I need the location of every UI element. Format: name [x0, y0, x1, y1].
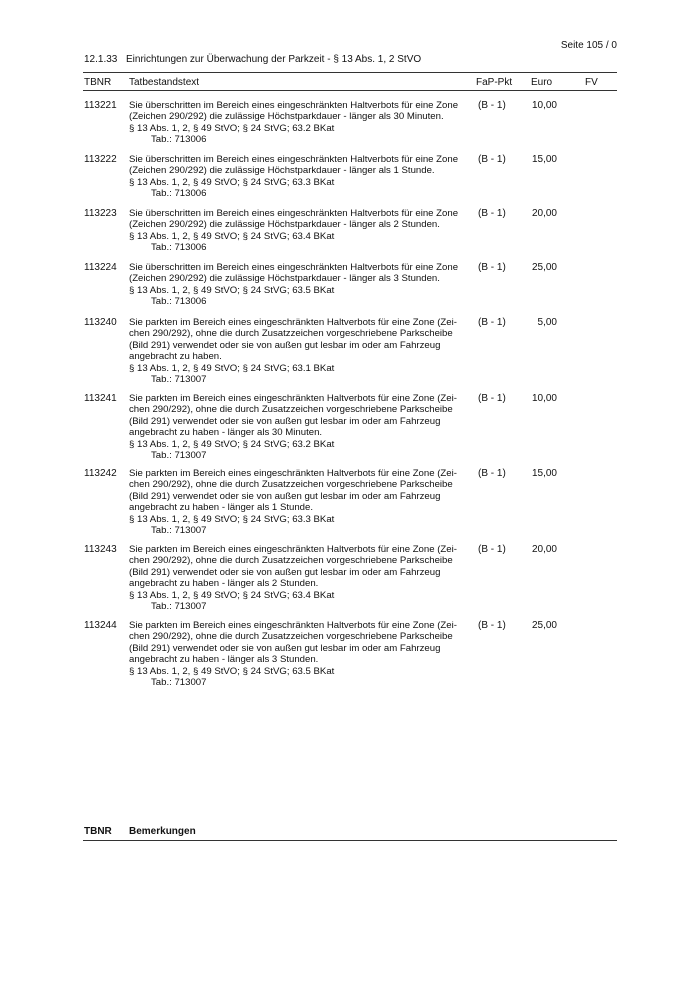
offense-text-line: angebracht zu haben - länger als 30 Minuten. — [129, 427, 323, 439]
offense-text-cell — [129, 393, 469, 461]
euro-cell: 25,00 — [531, 262, 557, 273]
offense-text-cell — [129, 262, 469, 308]
offense-text-line: Sie parkten im Bereich eines eingeschränkten Haltverbots für eine Zone (Zei- — [129, 620, 457, 631]
euro-cell: 15,00 — [531, 468, 557, 479]
offense-text-line: (Bild 291) verwendet oder sie von außen gut lesbar im oder am Fahrzeug — [129, 642, 441, 654]
remarks-rule — [83, 840, 617, 841]
offense-text-line: chen 290/292), ohne die durch Zusatzzeichen vorgeschriebene Parkscheibe — [129, 631, 453, 643]
offense-text-cell — [129, 208, 469, 254]
offense-text-cell — [129, 100, 469, 146]
tbnr-cell: 113244 — [84, 620, 117, 631]
offense-text-line: chen 290/292), ohne die durch Zusatzzeichen vorgeschriebene Parkscheibe — [129, 328, 453, 340]
tbnr-cell: 113221 — [84, 100, 117, 111]
tab-reference: Tab.: 713007 — [151, 450, 207, 462]
page-number: Seite 105 / 0 — [560, 40, 617, 51]
offense-text-line: (Zeichen 290/292) die zulässige Höchstparkdauer - länger als 30 Minuten. — [129, 111, 444, 123]
tbnr-cell: 113240 — [84, 317, 117, 328]
euro-cell: 10,00 — [531, 100, 557, 111]
fap-pkt-cell: (B - 1) — [478, 468, 506, 479]
offense-text-line: angebracht zu haben - länger als 3 Stunden. — [129, 654, 319, 666]
offense-text-line: angebracht zu haben - länger als 2 Stunden. — [129, 578, 319, 590]
fap-pkt-cell: (B - 1) — [478, 100, 506, 111]
euro-cell: 15,00 — [531, 154, 557, 165]
remarks-tbnr: TBNR — [84, 826, 112, 837]
offense-text-line: Sie überschritten im Bereich eines eingeschränkten Haltverbots für eine Zone — [129, 154, 459, 165]
fap-pkt-cell: (B - 1) — [478, 208, 506, 219]
offense-text-line: chen 290/292), ohne die durch Zusatzzeichen vorgeschriebene Parkscheibe — [129, 404, 453, 416]
euro-cell: 20,00 — [531, 544, 557, 555]
tbnr-cell: 113243 — [84, 544, 117, 555]
section-title: Einrichtungen zur Überwachung der Parkzeit - § 13 Abs. 1, 2 StVO — [126, 54, 422, 65]
euro-cell: 25,00 — [531, 620, 557, 631]
offense-text-line: § 13 Abs. 1, 2, § 49 StVO; § 24 StVG; 63.2 BKat — [129, 438, 335, 450]
euro-cell: 5,00 — [537, 317, 557, 328]
offense-text-line: § 13 Abs. 1, 2, § 49 StVO; § 24 StVG; 63.4 BKat — [129, 589, 335, 601]
tbnr-cell: 113223 — [84, 208, 117, 219]
tab-reference: Tab.: 713007 — [151, 677, 207, 689]
offense-text-line: chen 290/292), ohne die durch Zusatzzeichen vorgeschriebene Parkscheibe — [129, 479, 453, 491]
offense-text-line: angebracht zu haben - länger als 1 Stunde. — [129, 502, 314, 514]
tab-reference: Tab.: 713006 — [151, 188, 207, 200]
offense-text-line: (Zeichen 290/292) die zulässige Höchstparkdauer - länger als 2 Stunden. — [129, 219, 440, 231]
offense-text-line: Sie parkten im Bereich eines eingeschränkten Haltverbots für eine Zone (Zei- — [129, 317, 457, 328]
euro-cell: 10,00 — [531, 393, 557, 404]
remarks-title: Bemerkungen — [129, 826, 196, 837]
header-text: Tatbestandstext — [129, 77, 200, 88]
offense-text-line: (Bild 291) verwendet oder sie von außen gut lesbar im oder am Fahrzeug — [129, 415, 441, 427]
offense-text-line: § 13 Abs. 1, 2, § 49 StVO; § 24 StVG; 63.1 BKat — [129, 362, 335, 374]
tab-reference: Tab.: 713007 — [151, 374, 207, 386]
offense-text-line: Sie parkten im Bereich eines eingeschränkten Haltverbots für eine Zone (Zei- — [129, 468, 457, 479]
tbnr-cell: 113222 — [84, 154, 117, 165]
section-heading — [84, 54, 421, 65]
tab-reference: Tab.: 713007 — [151, 601, 207, 613]
offense-text-line: Sie überschritten im Bereich eines eingeschränkten Haltverbots für eine Zone — [129, 208, 459, 219]
tab-reference: Tab.: 713007 — [151, 525, 207, 537]
offense-text-line: (Bild 291) verwendet oder sie von außen gut lesbar im oder am Fahrzeug — [129, 566, 441, 578]
offense-text-line: (Bild 291) verwendet oder sie von außen gut lesbar im oder am Fahrzeug — [129, 339, 441, 351]
header-tbnr: TBNR — [84, 77, 112, 88]
offense-text-line: § 13 Abs. 1, 2, § 49 StVO; § 24 StVG; 63.5 BKat — [129, 284, 335, 296]
table-header-top-rule — [83, 72, 617, 73]
offense-text-line: § 13 Abs. 1, 2, § 49 StVO; § 24 StVG; 63.3 BKat — [129, 176, 335, 188]
fap-pkt-cell: (B - 1) — [478, 262, 506, 273]
header-fv: FV — [585, 77, 598, 88]
table-header-bottom-rule — [83, 90, 617, 91]
offense-text-line: (Zeichen 290/292) die zulässige Höchstparkdauer - länger als 1 Stunde. — [129, 165, 435, 177]
offense-text-line: Sie parkten im Bereich eines eingeschränkten Haltverbots für eine Zone (Zei- — [129, 393, 457, 404]
offense-text-line: Sie überschritten im Bereich eines eingeschränkten Haltverbots für eine Zone — [129, 262, 459, 273]
offense-text-line: chen 290/292), ohne die durch Zusatzzeichen vorgeschriebene Parkscheibe — [129, 555, 453, 567]
tab-reference: Tab.: 713006 — [151, 134, 207, 146]
offense-text-cell — [129, 620, 469, 688]
offense-text-line: Sie parkten im Bereich eines eingeschränkten Haltverbots für eine Zone (Zei- — [129, 544, 457, 555]
header-euro: Euro — [531, 77, 553, 88]
euro-cell: 20,00 — [531, 208, 557, 219]
fap-pkt-cell: (B - 1) — [478, 544, 506, 555]
tab-reference: Tab.: 713006 — [151, 296, 207, 308]
offense-text-cell — [129, 468, 469, 536]
tbnr-cell: 113242 — [84, 468, 117, 479]
offense-text-line: § 13 Abs. 1, 2, § 49 StVO; § 24 StVG; 63.4 BKat — [129, 230, 335, 242]
offense-text-line: Sie überschritten im Bereich eines eingeschränkten Haltverbots für eine Zone — [129, 100, 459, 111]
offense-text-line: § 13 Abs. 1, 2, § 49 StVO; § 24 StVG; 63.3 BKat — [129, 513, 335, 525]
fap-pkt-cell: (B - 1) — [478, 154, 506, 165]
offense-text-cell — [129, 154, 469, 200]
offense-text-line: § 13 Abs. 1, 2, § 49 StVO; § 24 StVG; 63.2 BKat — [129, 122, 335, 134]
fap-pkt-cell: (B - 1) — [478, 620, 506, 631]
offense-text-line: § 13 Abs. 1, 2, § 49 StVO; § 24 StVG; 63.5 BKat — [129, 665, 335, 677]
header-fap-pkt: FaP-Pkt — [476, 77, 513, 88]
offense-text-cell — [129, 317, 469, 385]
offense-text-line: (Zeichen 290/292) die zulässige Höchstparkdauer - länger als 3 Stunden. — [129, 273, 440, 285]
offense-text-cell — [129, 544, 469, 612]
tbnr-cell: 113241 — [84, 393, 117, 404]
section-number: 12.1.33 — [84, 54, 118, 65]
fap-pkt-cell: (B - 1) — [478, 393, 506, 404]
tbnr-cell: 113224 — [84, 262, 117, 273]
offense-text-line: angebracht zu haben. — [129, 351, 222, 363]
offense-text-line: (Bild 291) verwendet oder sie von außen gut lesbar im oder am Fahrzeug — [129, 490, 441, 502]
fap-pkt-cell: (B - 1) — [478, 317, 506, 328]
tab-reference: Tab.: 713006 — [151, 242, 207, 254]
